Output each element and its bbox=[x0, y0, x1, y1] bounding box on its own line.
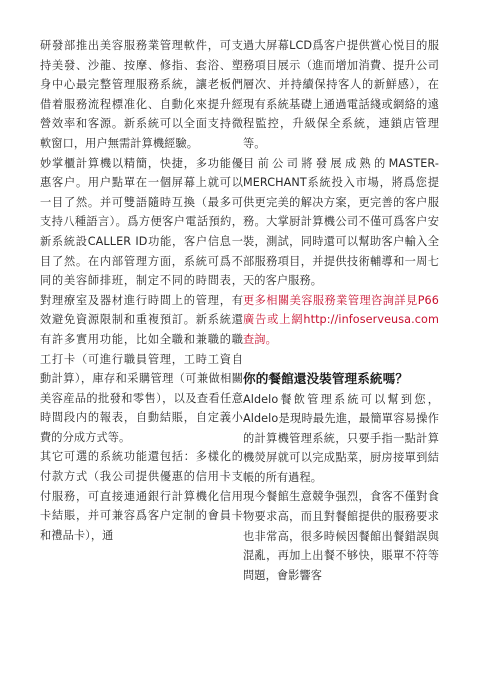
intro-paragraph: 研發部推出美容服務業管理軟件，可支持美發、沙龍、按摩、修指、套浴、塑身中心最完整管理服務系統，讓老板們借着服務流程標准化、自動化來提升經營效率和客源。新系統可以全面支持微軟窗口，用户無需計算機經驗。 bbox=[40, 39, 243, 150]
left-column bbox=[40, 36, 243, 545]
restaurant-section-heading: 你的餐館還没裝管理系統嗎？ bbox=[243, 370, 409, 386]
right-column bbox=[243, 36, 439, 585]
optional-features-paragraph: 其它可選的系統功能還包括：多樣化的付款方式（我公司提供優惠的信用卡支付服務，可直接連通銀行計算機化信用卡結賬，并可兼容爲客户定制的會員卡和禮品卡），通 bbox=[40, 450, 243, 542]
continuation-paragraph: 過大屏幕LCD爲客户提供賞心悦目的服務項目展示（進而增加消費、提升公司層次、并持續保持客人的新鮮感），在現有系統基礎上通過電話綫或網絡的遠程監控，升級保全系統，連鎖店管理等。 bbox=[243, 39, 439, 150]
competition-paragraph: 現今餐館生意競争强烈，食客不僅對食物要求高，而且對餐館提供的服務要求也非常高，很多時候因餐館出餐錯誤與混亂，再加上出餐不够快，賬單不符等問題，會影響客 bbox=[243, 490, 439, 582]
features-paragraph: 妙掌櫃計算機以精簡，快捷，多功能優惠客户。用户點單在一個屏幕上就可以一目了然。并可雙語隨時互換（最多可支持八種語言）。爲方便客户電話預約，新系統設CALLER ID功能，客户信息一目了然。在内部管理方面，系統可爲不同的美容師排班，制定不同的時間表，對理療室及器材進行時間上的管理，有效避免資源限制和重複預訂。新系統還有許多實用功能，比如全職和兼職的職工打卡（可進行職員管理，工時工資自動計算），庫存和采購管理（可兼做相關美容産品的批發和零售），以及查看任意時間段内的報表，自動結賬，自定義小費的分成方式等。 bbox=[40, 156, 243, 444]
aldelo-paragraph: Aldelo餐飲管理系統可以幫到您，Aldelo是現時最先進，最簡單容易操作的計算機管理系統，只要手指一點計算機熒屏就可以完成點菜，厨房接單到結帳的所有過程。 bbox=[243, 392, 439, 484]
more-info-link[interactable]: 更多相關美容服務業管理咨詢詳見P66廣告或上網http://infoserveusa.com查詢。 bbox=[243, 293, 439, 346]
master-merchant-paragraph: 目前公司將發展成熟的MASTER-MERCHANT系統投入市場，將爲您提供更完美的解决方案，更完善的客户服務。大掌厨計算機公司不僅可爲客户安裝，測試，同時還可以幫助客户輸入全部服務項目，并提供技術輔導和一周七天的客户服務。 bbox=[243, 156, 439, 288]
